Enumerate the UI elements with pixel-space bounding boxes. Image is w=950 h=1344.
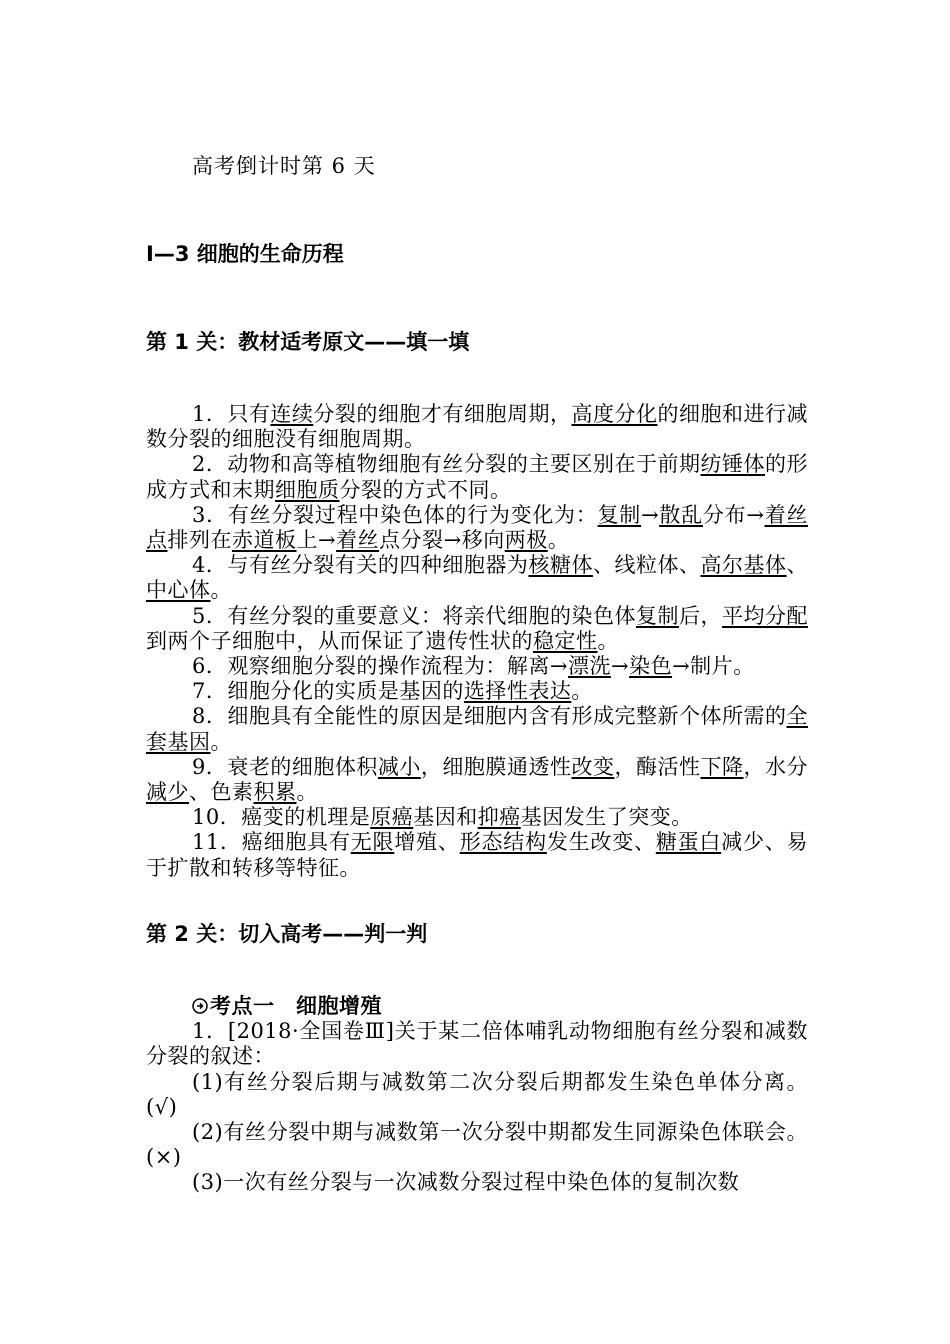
item-text: 6．观察细胞分裂的操作流程为：解离→ — [192, 654, 568, 679]
item-text: 分布→ — [702, 502, 765, 527]
item-text: → — [610, 654, 630, 679]
answer-text: 染色 — [629, 654, 673, 679]
item-text: 上→ — [296, 528, 337, 553]
fill-item-5 — [146, 604, 808, 654]
item-text: 分裂的细胞才有细胞周期， — [313, 402, 572, 426]
item-text: 1．只有 — [192, 402, 271, 426]
item-text: 。 — [547, 528, 570, 553]
answer-text: 抑癌 — [477, 805, 521, 830]
answer-text: 平均分配 — [722, 603, 809, 628]
answer-text: 糖蛋白 — [655, 830, 722, 855]
answer-text: 稳定性 — [533, 628, 598, 653]
answer-text: 复制 — [597, 502, 642, 527]
item-text: →制片。 — [672, 654, 755, 679]
item-text: 10．癌变的机理是 — [192, 805, 371, 830]
item-text: 发生改变、 — [546, 830, 656, 855]
item-text: 后， — [678, 603, 722, 628]
item-text: 、线粒体、 — [592, 553, 701, 578]
answer-text: 高尔基体 — [700, 553, 787, 578]
item-text: 5．有丝分裂的重要意义：将亲代细胞的染色体 — [192, 603, 636, 628]
fill-in-list — [146, 402, 808, 881]
answer-text: 减少 — [146, 780, 189, 805]
answer-text: 核糖体 — [528, 553, 593, 578]
fill-item-4 — [146, 553, 808, 603]
answer-text: 积累 — [253, 780, 297, 805]
item-text: 减少、易于扩散和转移等特征。 — [146, 830, 809, 880]
item-text: 的细胞和进行减数分裂的细胞没有细胞周期。 — [146, 402, 809, 452]
answer-text: 全套基因 — [146, 704, 808, 754]
answer-text: 减小 — [377, 754, 421, 779]
answer-text: 原癌 — [370, 805, 414, 830]
answer-text: 选择性表达 — [463, 679, 572, 704]
part1-heading: 第 1 关：教材适考原文——填一填 — [146, 330, 470, 354]
answer-text: 细胞质 — [275, 477, 340, 502]
point-title: 考点一 细胞增殖 — [210, 994, 382, 1018]
fill-item-10 — [146, 805, 808, 830]
item-text: 基因和 — [413, 805, 478, 830]
item-text: 排列在 — [167, 528, 232, 553]
item-text: 、色素 — [189, 780, 254, 805]
answer-text: 散乱 — [659, 502, 703, 527]
fill-item-2 — [146, 452, 808, 502]
item-text: ，细胞膜通透性 — [420, 754, 572, 779]
answer-text: 漂洗 — [567, 654, 611, 679]
item-text: ，酶活性 — [614, 754, 701, 779]
item-text: → — [641, 502, 660, 527]
fill-item-7 — [146, 679, 808, 704]
fill-item-1 — [146, 402, 808, 452]
fill-item-9 — [146, 755, 808, 805]
answer-text: 连续 — [270, 402, 314, 426]
answer-text: 着丝 — [336, 528, 380, 553]
item-text: 。 — [296, 780, 318, 805]
answer-text: 高度分化 — [571, 402, 658, 426]
fill-item-8 — [146, 704, 808, 754]
item-text: 。 — [571, 679, 593, 704]
answer-text: 赤道板 — [232, 528, 297, 553]
item-text: 2．动物和高等植物细胞有丝分裂的主要区别在于前期 — [192, 452, 701, 477]
item-text: 分裂的方式不同。 — [339, 477, 512, 502]
topic-heading: Ⅰ—3 细胞的生命历程 — [146, 242, 344, 266]
item-text: ，水分 — [743, 754, 809, 779]
answer-text: 下降 — [700, 754, 744, 779]
item-text: 9．衰老的细胞体积 — [192, 754, 378, 779]
item-text: 到两个子细胞中，从而保证了遗传性状的 — [146, 628, 533, 653]
part2-heading: 第 2 关：切入高考——判一判 — [146, 922, 428, 946]
answer-text: 两极 — [504, 528, 548, 553]
item-text: 11．癌细胞具有 — [192, 830, 351, 855]
fill-item-3 — [146, 503, 808, 553]
fill-item-6 — [146, 654, 808, 679]
item-text: 。 — [210, 578, 232, 603]
answer-text: 改变 — [571, 754, 615, 779]
item-text: 、 — [786, 553, 809, 578]
item-text: 。 — [210, 729, 232, 754]
answer-text: 复制 — [635, 603, 679, 628]
answer-text: 纺锤体 — [700, 452, 765, 477]
fill-item-11 — [146, 830, 808, 880]
item-text: 8．细胞具有全能性的原因是细胞内含有形成完整新个体所需的 — [192, 704, 787, 729]
answer-text: 着丝点 — [146, 502, 809, 553]
arrow-circle-icon — [192, 998, 208, 1014]
item-text: 基因发生了突变。 — [520, 805, 693, 830]
item-text: 。 — [597, 628, 619, 653]
page-title: 高考倒计时第 6 天 — [192, 154, 376, 178]
item-text: 3．有丝分裂过程中染色体的行为变化为： — [192, 502, 598, 527]
answer-text: 形态结构 — [459, 830, 547, 855]
answer-text: 中心体 — [146, 578, 211, 603]
item-text: 7．细胞分化的实质是基因的 — [192, 679, 464, 704]
item-text: 增殖、 — [394, 830, 460, 855]
statement-2: (2)有丝分裂中期与减数第一次分裂中期都发生同源染色体联会。(×) — [146, 1120, 808, 1170]
question-stem: 1．[2018·全国卷Ⅲ]关于某二倍体哺乳动物细胞有丝分裂和减数分裂的叙述： — [146, 1019, 808, 1069]
statement-3: (3)一次有丝分裂与一次减数分裂过程中染色体的复制次数 — [192, 1170, 740, 1195]
item-text: 4．与有丝分裂有关的四种细胞器为 — [192, 553, 529, 578]
item-text: 的形成方式和末期 — [146, 452, 809, 502]
item-text: 点分裂→移向 — [379, 528, 505, 553]
point-heading — [146, 994, 808, 1019]
statement-1: (1)有丝分裂后期与减数第二次分裂后期都发生染色单体分离。(√) — [146, 1069, 808, 1119]
judge-section — [146, 994, 808, 1196]
answer-text: 无限 — [350, 830, 395, 855]
